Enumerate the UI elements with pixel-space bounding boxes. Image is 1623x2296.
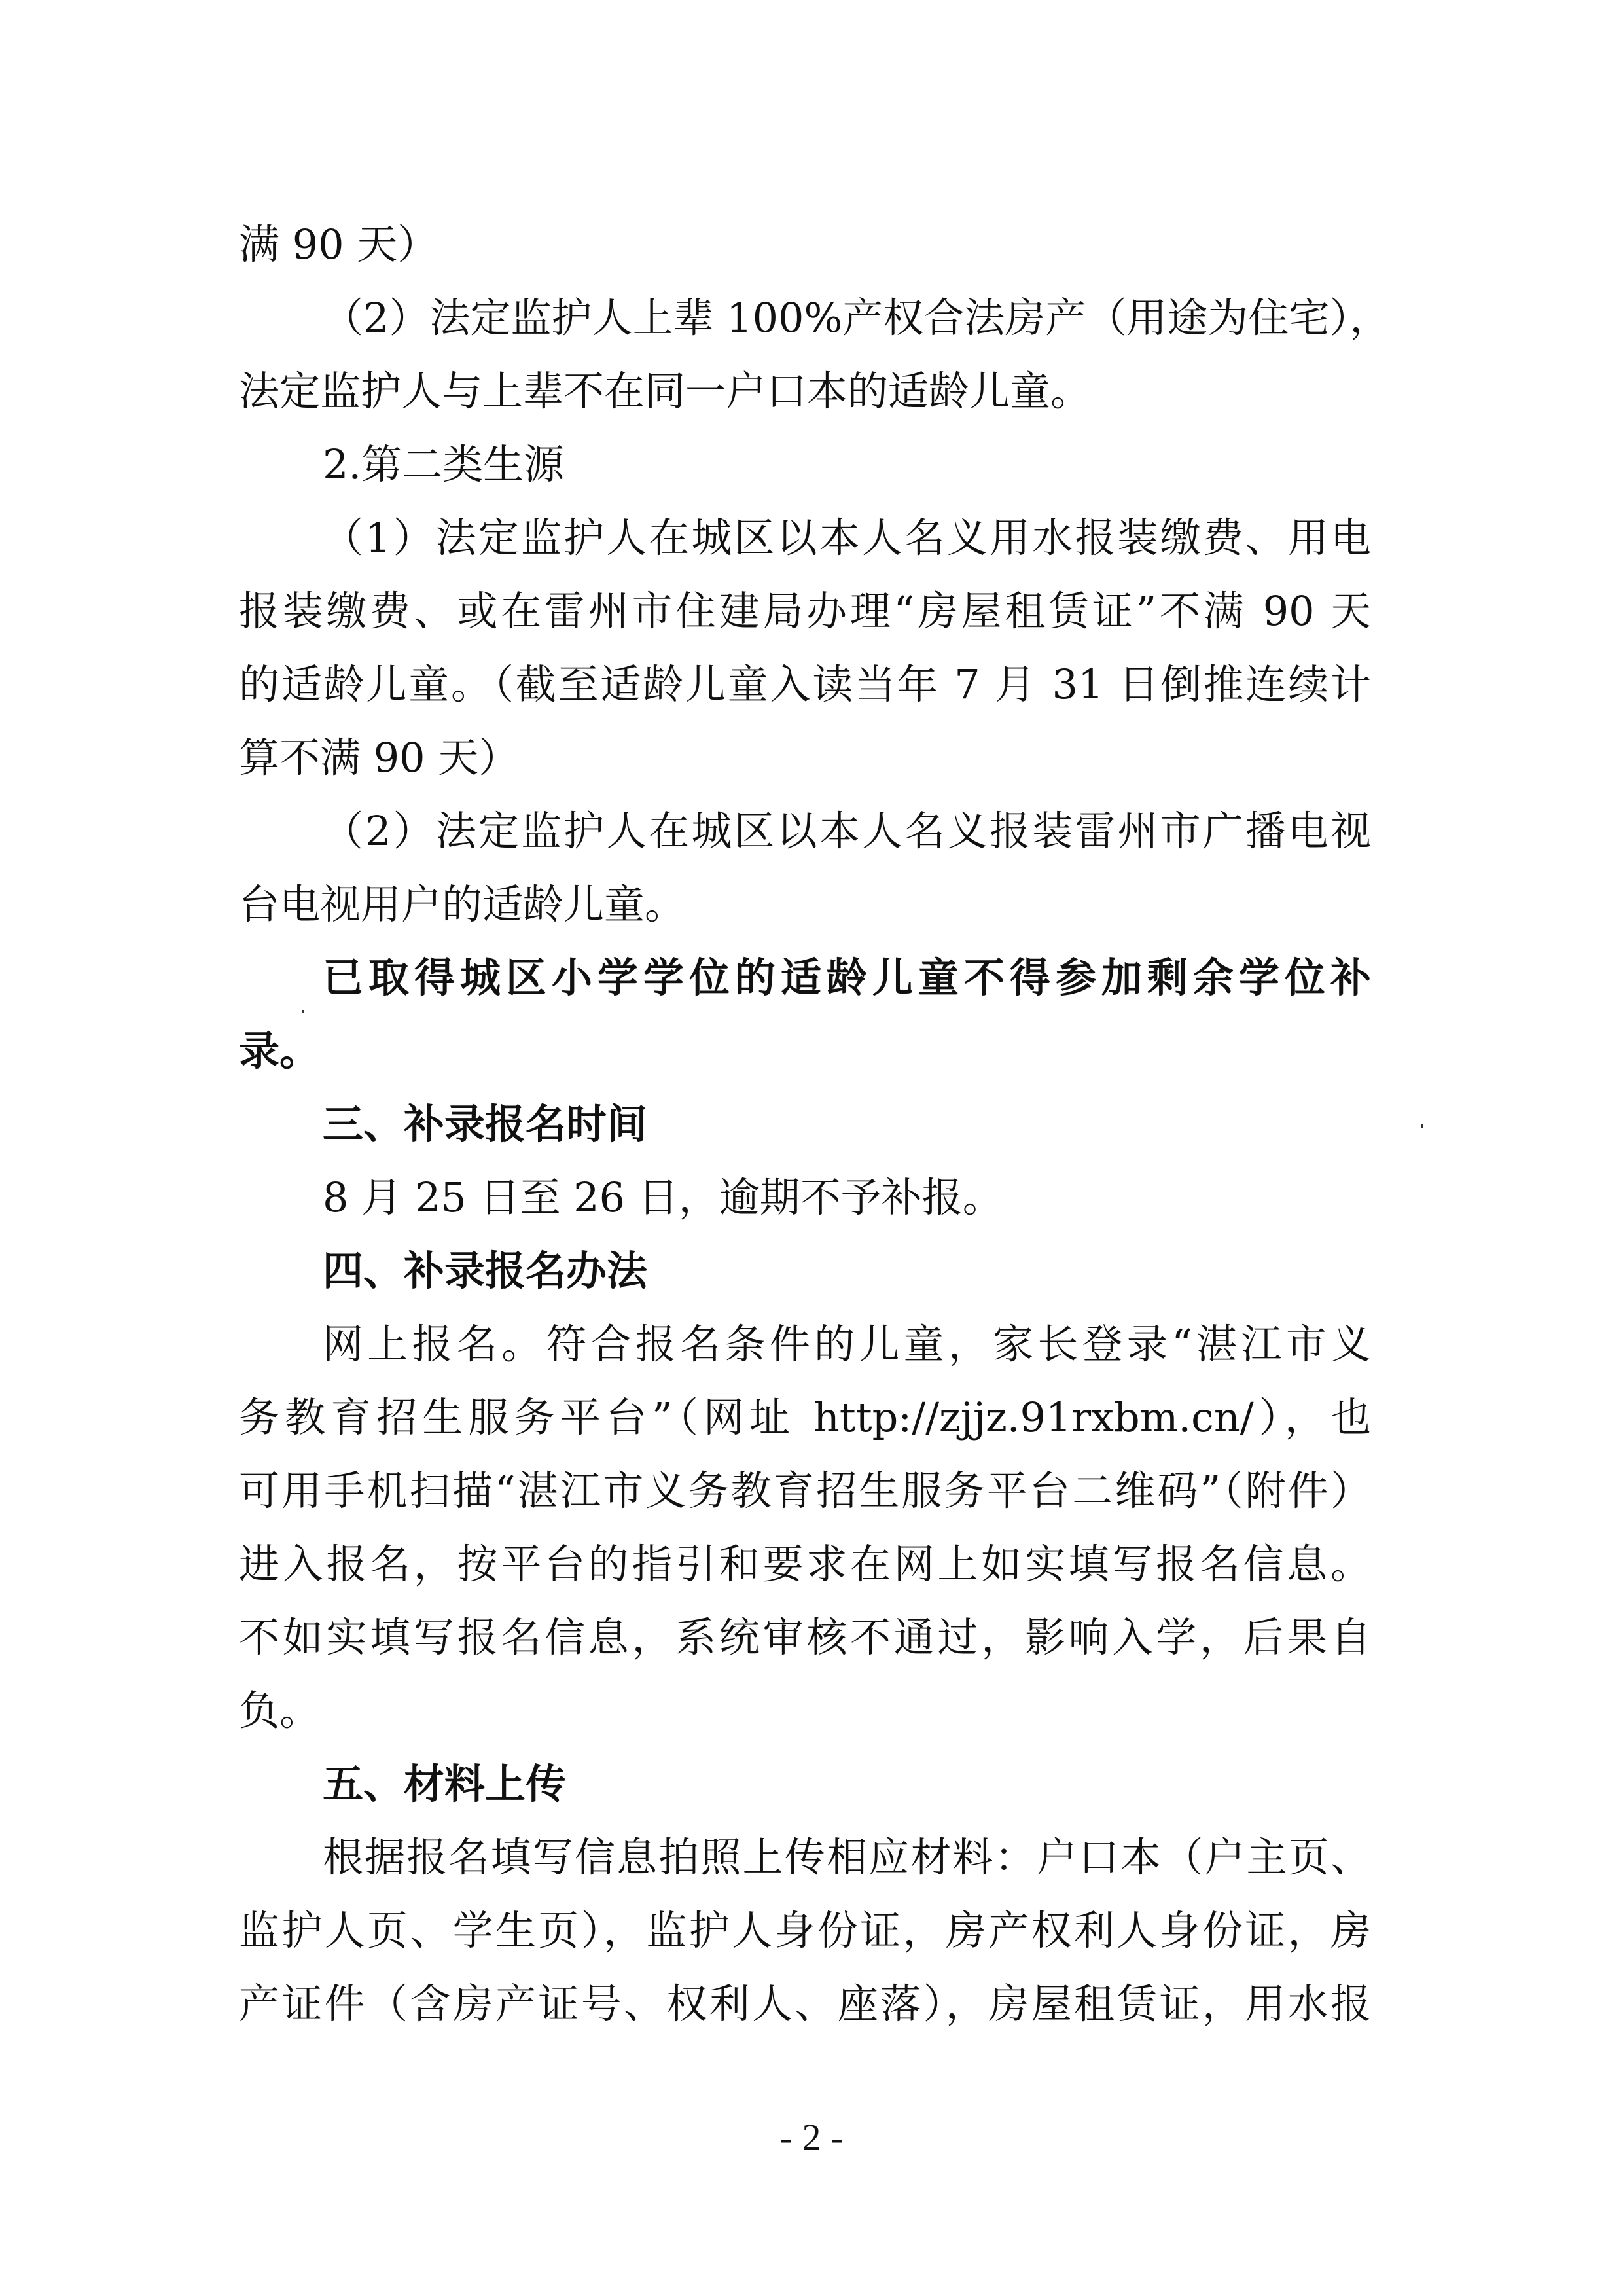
paragraph-line: 报装缴费、或在雷州市住建局办理“房屋租赁证”不满 90 天 xyxy=(239,587,1371,635)
paragraph-line: 不如实填写报名信息，系统审核不通过，影响入学，后果自 xyxy=(239,1613,1371,1661)
paragraph-line: 根据报名填写信息拍照上传相应材料：户口本（户主页、 xyxy=(323,1833,1371,1881)
section-heading-registration-method: 四、补录报名办法 xyxy=(323,1247,648,1295)
subsection-title: 2.第二类生源 xyxy=(323,440,565,488)
paragraph-line: 产证件（含房产证号、权利人、座落），房屋租赁证，用水报 xyxy=(239,1980,1371,2028)
paragraph-line: （2）法定监护人在城区以本人名义报装雷州市广播电视 xyxy=(323,807,1371,855)
paragraph-line: （1）法定监护人在城区以本人名义用水报装缴费、用电 xyxy=(323,514,1371,562)
bold-notice-line: 录。 xyxy=(239,1027,321,1075)
bold-notice-line: 已取得城区小学学位的适龄儿童不得参加剩余学位补 xyxy=(323,954,1371,1001)
paragraph-line: 算不满 90 天） xyxy=(239,734,520,781)
paragraph-line: 的适龄儿童。（截至适龄儿童入读当年 7 月 31 日倒推连续计 xyxy=(239,660,1371,708)
page-number: - 2 - xyxy=(779,2116,844,2159)
section-heading-registration-time: 三、补录报名时间 xyxy=(323,1100,648,1148)
paragraph-line: 台电视用户的适龄儿童。 xyxy=(239,880,686,928)
paragraph-line: 进入报名，按平台的指引和要求在网上如实填写报名信息。 xyxy=(239,1540,1371,1588)
paragraph-line: 满 90 天） xyxy=(239,221,438,268)
paragraph-line: 8 月 25 日至 26 日，逾期不予补报。 xyxy=(323,1174,1003,1221)
paragraph-line: 网上报名。符合报名条件的儿童，家长登录“湛江市义 xyxy=(323,1320,1371,1368)
paragraph-line: （2）法定监护人上辈 100%产权合法房产（用途为住宅）， xyxy=(323,294,1391,342)
paragraph-line: 可用手机扫描“湛江市义务教育招生服务平台二维码”（附件） xyxy=(239,1467,1371,1515)
paragraph-line: 负。 xyxy=(239,1687,321,1734)
scan-speck xyxy=(1421,1124,1423,1128)
paragraph-line: 法定监护人与上辈不在同一户口本的适龄儿童。 xyxy=(239,367,1092,415)
paragraph-line: 务教育招生服务平台”（网址 http://zjjz.91rxbm.cn/），也 xyxy=(239,1393,1371,1441)
paragraph-line: 监护人页、学生页），监护人身份证，房产权利人身份证，房 xyxy=(239,1907,1371,1954)
section-heading-material-upload: 五、材料上传 xyxy=(323,1760,567,1808)
scan-speck xyxy=(302,1010,304,1013)
